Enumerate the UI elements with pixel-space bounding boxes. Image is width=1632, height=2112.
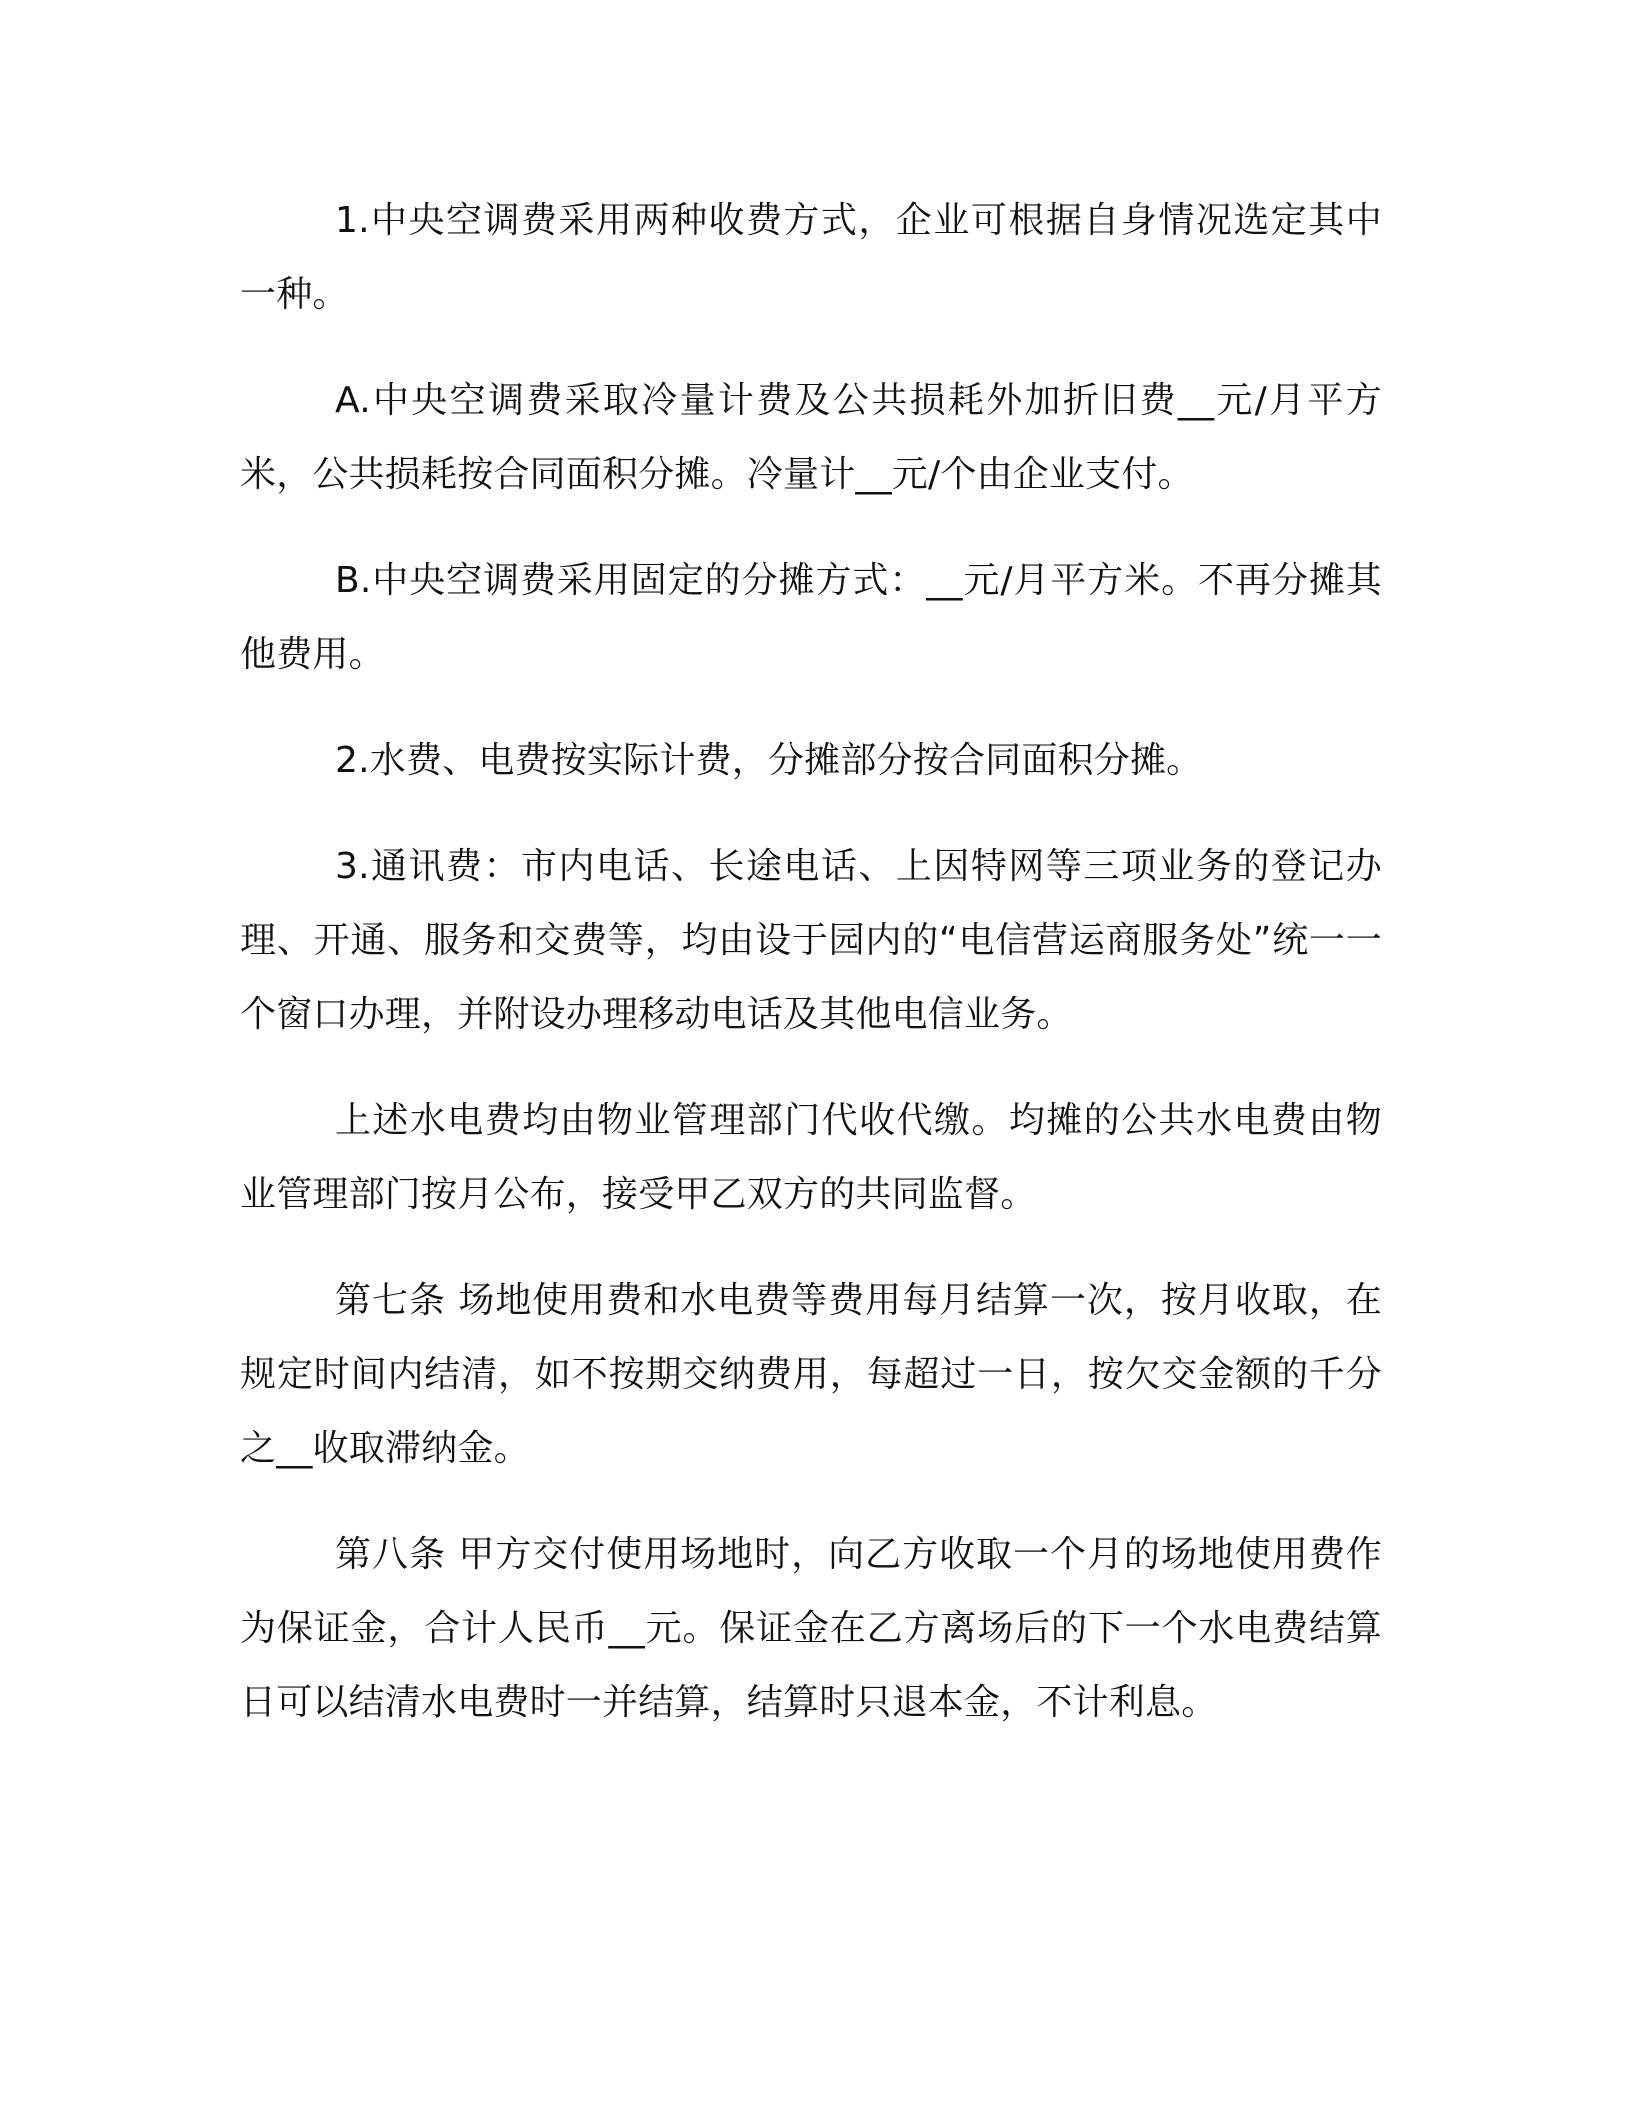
document-body <box>240 184 1382 1772</box>
paragraph-ac-option-b: B.中央空调费采用固定的分摊方式：__元/月平方米。不再分摊其他费用。 <box>240 560 1382 675</box>
paragraph-utility-collection: 上述水电费均由物业管理部门代收代缴。均摊的公共水电费由物业管理部门按月公布，接受甲乙双方的共同监督。 <box>240 1100 1382 1215</box>
paragraph-telecom-fee: 3.通讯费：市内电话、长途电话、上因特网等三项业务的登记办理、开通、服务和交费等，均由设于园内的“电信营运商服务处”统一一个窗口办理，并附设办理移动电话及其他电信业务。 <box>240 846 1382 1035</box>
paragraph-water-electricity: 2.水费、电费按实际计费，分摊部分按合同面积分摊。 <box>335 740 1203 781</box>
paragraph-article-eight: 第八条 甲方交付使用场地时，向乙方收取一个月的场地使用费作为保证金，合计人民币__元。保证金在乙方离场后的下一个水电费结算日可以结清水电费时一并结算，结算时只退本金，不计利息。 <box>240 1534 1382 1723</box>
paragraph-article-seven: 第七条 场地使用费和水电费等费用每月结算一次，按月收取，在规定时间内结清，如不按期交纳费用，每超过一日，按欠交金额的千分之__收取滞纳金。 <box>240 1280 1382 1469</box>
paragraph-ac-option-a: A.中央空调费采取冷量计费及公共损耗外加折旧费__元/月平方米，公共损耗按合同面积分摊。冷量计__元/个由企业支付。 <box>240 380 1382 495</box>
paragraph-ac-fee-options: 1.中央空调费采用两种收费方式，企业可根据自身情况选定其中一种。 <box>240 200 1382 315</box>
